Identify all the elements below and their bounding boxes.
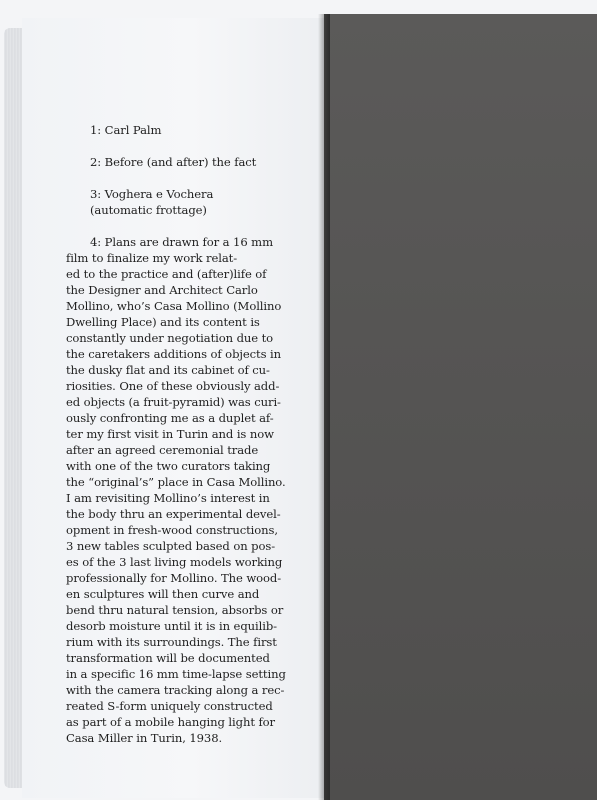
- item-1-line: 1: Carl Palm: [90, 123, 162, 137]
- paragraph-line: as part of a mobile hanging light for: [66, 715, 275, 729]
- paragraph-line: es of the 3 last living models working: [66, 555, 283, 569]
- paragraph-line: 3 new tables sculpted based on pos-: [66, 539, 276, 553]
- paragraph-line: in a specific 16 mm time-lapse setting: [66, 667, 286, 681]
- item-1: [90, 122, 318, 138]
- item-2: [90, 154, 318, 170]
- paragraph-line: ter my first visit in Turin and is now: [66, 427, 274, 441]
- paragraph-line: with one of the two curators taking: [66, 459, 271, 473]
- paragraph-line: the Designer and Architect Carlo: [66, 283, 258, 297]
- item-3: [90, 186, 318, 218]
- paragraph-line: Dwelling Place) and its content is: [66, 315, 260, 329]
- paragraph-line: reated S-form uniquely constructed: [66, 699, 273, 713]
- paragraph-line: Casa Miller in Turin, 1938.: [66, 731, 223, 745]
- paragraph-line: professionally for Mollino. The wood-: [66, 571, 282, 585]
- paragraph-line: the “original’s” place in Casa Mollino.: [66, 475, 286, 489]
- paragraph-line: Mollino, who’s Casa Mollino (Mollino: [66, 299, 282, 313]
- book-gutter: [318, 14, 330, 800]
- paragraph-line: riosities. One of these obviously add-: [66, 379, 280, 393]
- paragraph-line: rium with its surroundings. The first: [66, 635, 277, 649]
- paragraph-line: I am revisiting Mollino’s interest in: [66, 491, 270, 505]
- paragraph-line: with the camera tracking along a rec-: [66, 683, 285, 697]
- item-3-line: (automatic frottage): [90, 203, 207, 217]
- paragraph-line: en sculptures will then curve and: [66, 587, 260, 601]
- paragraph-line: bend thru natural tension, absorbs or: [66, 603, 284, 617]
- facing-dark-page: [324, 14, 597, 800]
- paragraph-line: the dusky flat and its cabinet of cu-: [66, 363, 270, 377]
- paragraph-line: after an agreed ceremonial trade: [66, 443, 259, 457]
- paragraph-line: 4: Plans are drawn for a 16 mm: [90, 235, 273, 249]
- paragraph-line: ed to the practice and (after)life of: [66, 267, 267, 281]
- item-4-paragraph: [66, 234, 318, 746]
- paragraph-line: constantly under negotiation due to: [66, 331, 274, 345]
- paragraph-line: film to finalize my work relat-: [66, 251, 238, 265]
- paragraph-line: ed objects (a fruit-pyramid) was curi-: [66, 395, 281, 409]
- paragraph-line: transformation will be documented: [66, 651, 270, 665]
- item-3-line: 3: Voghera e Vochera: [90, 187, 214, 201]
- paragraph-line: desorb moisture until it is in equilib-: [66, 619, 277, 633]
- paragraph-line: opment in fresh-wood constructions,: [66, 523, 278, 537]
- paragraph-line: ously confronting me as a duplet af-: [66, 411, 274, 425]
- item-2-line: 2: Before (and after) the fact: [90, 155, 257, 169]
- paragraph-line: the body thru an experimental devel-: [66, 507, 281, 521]
- page-text: [66, 122, 318, 746]
- paragraph-line: the caretakers additions of objects in: [66, 347, 282, 361]
